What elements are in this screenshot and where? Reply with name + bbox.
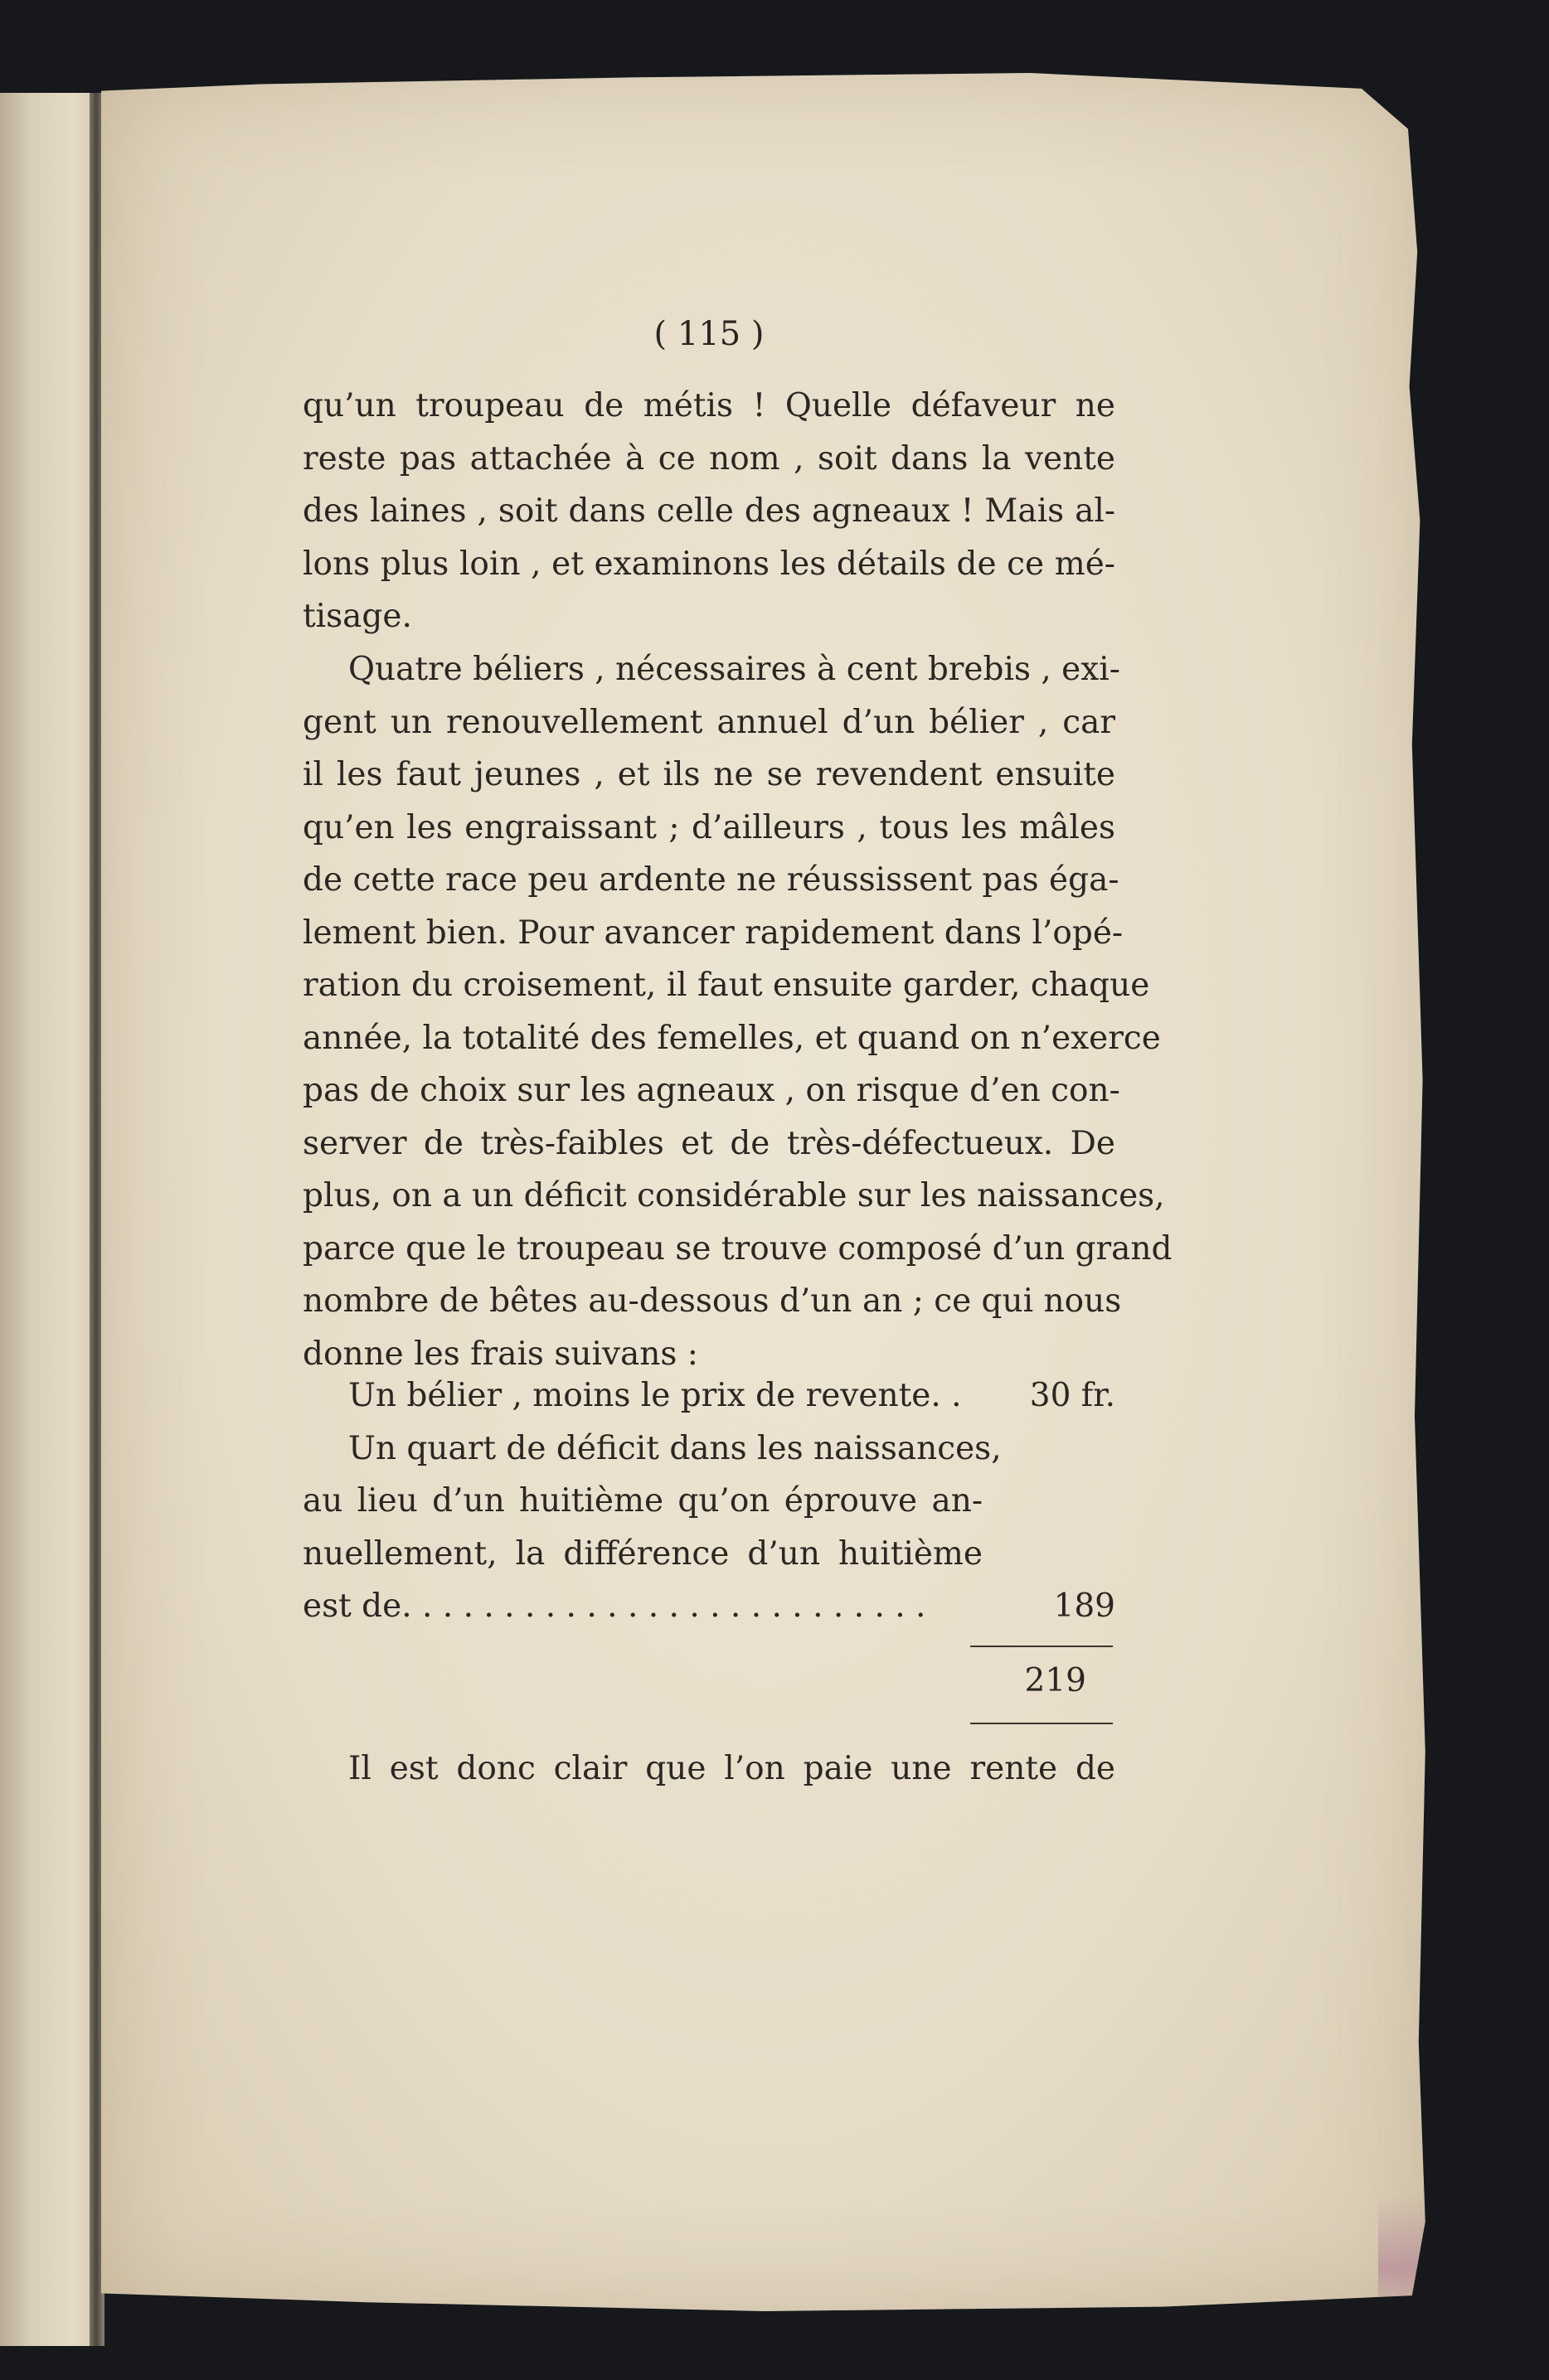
text-line: qu’en les engraissant ; d’ailleurs , tous les mâles — [303, 808, 1115, 846]
text-line: pas de choix sur les agneaux , on risque d’en con- — [303, 1072, 1120, 1109]
paragraph-3 — [303, 1743, 1115, 1796]
cost-amount: 189 — [1053, 1587, 1115, 1625]
cost-description: Un bélier , moins le prix de revente. . — [348, 1377, 962, 1414]
text-line: des laines , soit dans celle des agneaux ! Mais al- — [303, 492, 1115, 530]
text-line: donne les frais suivans : — [303, 1335, 698, 1373]
text-line: nombre de bêtes au-dessous d’un an ; ce qui nous — [303, 1282, 1122, 1320]
sum-rule-bottom — [970, 1723, 1113, 1724]
text-line: il les faut jeunes , et ils ne se revendent ensuite — [303, 756, 1115, 793]
text-line: nuellement, la différence d’un huitième — [303, 1534, 983, 1573]
cost-description — [303, 1423, 1002, 1633]
text-line: plus, on a un déficit considérable sur les naissances, — [303, 1177, 1165, 1214]
text-line: lons plus loin , et examinons les détails de ce mé- — [303, 545, 1115, 583]
text-line: gent un renouvellement annuel d’un bélier , car — [303, 703, 1115, 741]
text-line: tisage. — [303, 598, 412, 635]
text-line: Quatre béliers , nécessaires à cent brebis , exi- — [348, 651, 1120, 688]
text-line: qu’un troupeau de métis ! Quelle défaveur ne — [303, 387, 1115, 424]
cost-total: 219 — [1024, 1662, 1086, 1699]
text-line: année, la totalité des femelles, et quand on n’exerce — [303, 1019, 1161, 1057]
cost-amount: 30 fr. — [1029, 1377, 1115, 1414]
facing-page-edge — [0, 93, 104, 2346]
paragraph-2 — [303, 643, 1173, 1380]
text-line: de cette race peu ardente ne réussissent pas éga- — [303, 861, 1119, 899]
text-line: est de. . . . . . . . . . . . . . . . . . . . . . . . . . — [303, 1587, 926, 1625]
page-edge-stain — [1378, 2195, 1428, 2319]
cost-table — [303, 1369, 1115, 1633]
text-line: Il est donc clair que l’on paie une rente de — [348, 1750, 1115, 1787]
text-line: lement bien. Pour avancer rapidement dans l’opé- — [303, 914, 1124, 952]
cost-row-deficit — [303, 1423, 1115, 1633]
sum-rule-top — [970, 1646, 1113, 1647]
page-number: ( 115 ) — [653, 315, 765, 353]
text-line: Un quart de déficit dans les naissances, — [348, 1429, 1002, 1467]
text-line: reste pas attachée à ce nom , soit dans la vente — [303, 439, 1115, 477]
text-line: server de très-faibles et de très-défectueux. De — [303, 1124, 1115, 1162]
text-line: parce que le troupeau se trouve composé d’un grand — [303, 1229, 1173, 1268]
cost-row-ram — [303, 1369, 1115, 1423]
text-line: ration du croisement, il faut ensuite garder, chaque — [303, 967, 1150, 1004]
paragraph-1 — [303, 380, 1115, 643]
text-line: au lieu d’un huitième qu’on éprouve an- — [303, 1482, 983, 1520]
